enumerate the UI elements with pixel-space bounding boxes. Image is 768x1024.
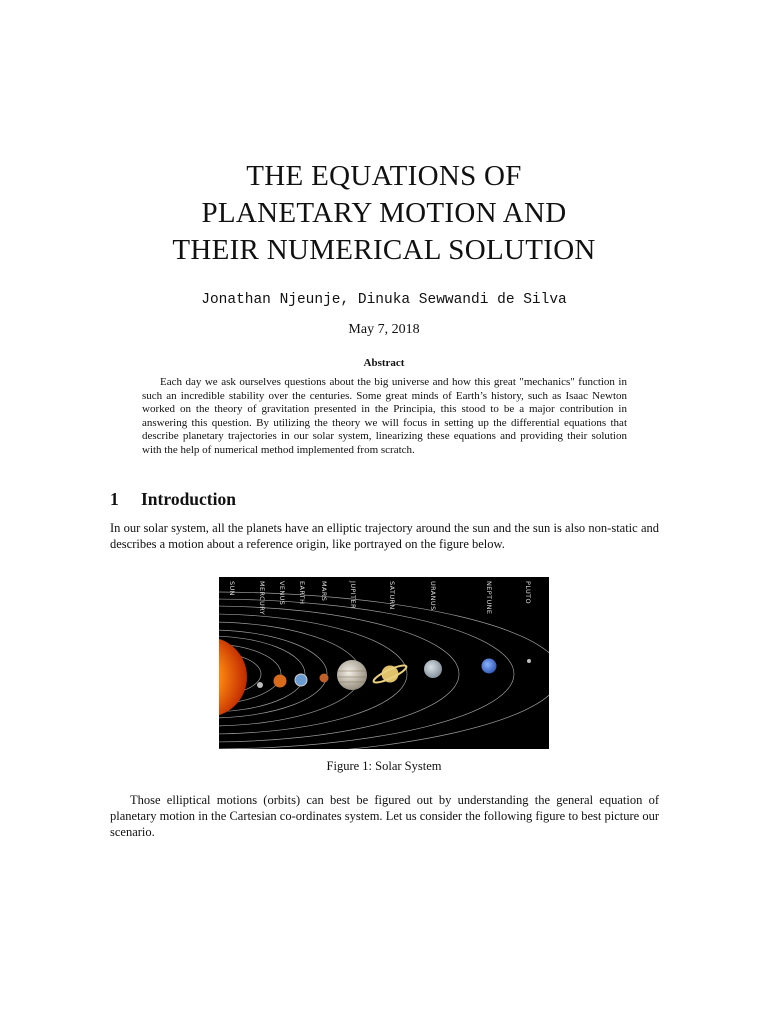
planet-label-jupiter: JUPITER [349,581,357,609]
mercury [257,682,263,688]
mars [320,674,329,683]
planet-label-earth: EARTH [298,581,306,605]
section-heading [110,489,236,510]
title-line: THEIR NUMERICAL SOLUTION [172,234,596,266]
solar-system-figure [219,577,549,749]
planet-label-saturn: SATURN [388,581,396,610]
title-line: THE EQUATIONS OF [246,160,522,192]
planet-label-mercury: MERCURY [258,581,266,616]
uranus [424,660,442,678]
planet-label-uranus: URANUS [429,581,437,611]
solar-system-image [219,577,549,749]
body-paragraph: Those elliptical motions (orbits) can best be figured out by understanding the general equation of planetary motion in the Cartesian co-ordinates system. Let us consider the following figure to best picture our scenario. [110,793,659,839]
pluto [527,659,531,663]
section-title: Introduction [141,489,236,509]
planet-label-mars: MARS [320,581,328,602]
earth [295,674,307,686]
neptune [482,659,497,674]
planet-label-sun: SUN [228,581,236,596]
jupiter [337,660,367,690]
abstract-text: Each day we ask ourselves questions about the big universe and how this great "mechanics" function in such an incredible stability over the centuries. Some great minds of Earth’s history, such as Isaac Newton worked on the theory of gravitation presented in the Principia, this stood to be a major contribution in answering this question. By utilizing the theory we will focus in setting up the differential equations that describe planetary trajectories in our solar system, linearizing these equations and providing their solution with the help of numerical method implemented from scratch. [142,376,627,456]
planet-label-neptune: NEPTUNE [485,581,493,615]
planet-label-pluto: PLUTO [524,581,532,605]
figure-caption: Figure 1: Solar System [326,759,442,773]
paper-authors: Jonathan Njeunje, Dinuka Sewwandi de Silva [201,292,567,308]
abstract-heading: Abstract [363,357,405,369]
venus [274,675,287,688]
intro-paragraph: In our solar system, all the planets have an elliptic trajectory around the sun and the sun is also non-static and describes a motion about a reference origin, like portrayed on the figure below. [110,521,659,551]
planet-label-venus: VENUS [278,581,286,606]
title-line: PLANETARY MOTION AND [201,197,567,229]
paper-title [0,158,768,269]
paper-date: May 7, 2018 [348,322,420,337]
section-number: 1 [110,489,119,509]
